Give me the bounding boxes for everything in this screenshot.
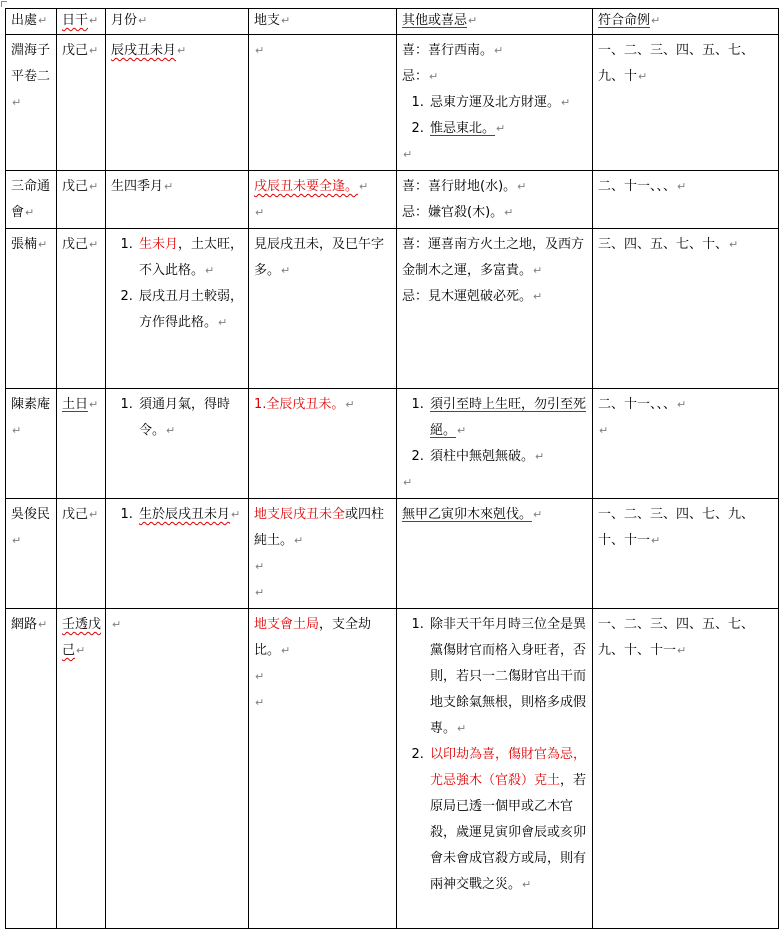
header-cell: 符合命例↵ [593, 9, 779, 35]
page-corner-mark [1, 1, 7, 7]
source-cell: 三命通會↵ [6, 171, 57, 229]
table-row [6, 499, 779, 609]
cases-cell: 一、二、三、四、七、九、十、十一↵ [593, 499, 779, 609]
month-cell: 1. 生未月，土太旺，不入此格。↵ 2. 辰戌丑月土較弱，方作得此格。↵ [106, 229, 249, 389]
cases-cell: 一、二、三、四、五、七、九、十、十一↵ [593, 609, 779, 929]
cases-cell: 二、十一、、、↵ ↵ [593, 389, 779, 499]
cases-cell: 二、十一、、、↵ [593, 171, 779, 229]
other-cell: 1. 除非天干年月時三位全是異黨傷財官而格入身旺者，否則，若只一二傷財官出干而地支餘氣無根，則格多成假專。↵ 2. 以印劫為喜，傷財官為忌，尤忌強木（官殺）克土，若原局已透一個甲或乙木官殺，歲運見寅卯會辰或亥卯會未會成官殺方或局，則有兩神交戰之災。↵ [397, 609, 593, 929]
dizhi-cell: 見辰戌丑未，及巳午字多。↵ [249, 229, 397, 389]
month-cell: ↵ [106, 609, 249, 929]
source-cell: 張楠↵ [6, 229, 57, 389]
daygan-cell: 戊己↵ [57, 171, 106, 229]
other-cell: 喜：運喜南方火土之地，及西方金制木之運，多富貴。↵ 忌：見木運剋破必死。↵ [397, 229, 593, 389]
other-cell: 喜：喜行財地(水)。↵ 忌：嫌官殺(木)。↵ [397, 171, 593, 229]
cases-cell: 三、四、五、七、十、↵ [593, 229, 779, 389]
header-cell: 月份↵ [106, 9, 249, 35]
source-cell: 吳俊民↵ [6, 499, 57, 609]
dizhi-cell: 戌辰丑未要全逢。↵ ↵ [249, 171, 397, 229]
table-row [6, 35, 779, 171]
dizhi-cell: 地支辰戌丑未全或四柱純土。↵ ↵ ↵ [249, 499, 397, 609]
table-row [6, 229, 779, 389]
month-cell: 1. 生於辰戌丑未月↵ [106, 499, 249, 609]
daygan-cell: 戊己↵ [57, 499, 106, 609]
daygan-cell: 壬透戊己↵ [57, 609, 106, 929]
header-cell: 出處↵ [6, 9, 57, 35]
other-cell: 1. 須引至時上生旺，勿引至死絕。↵ 2. 須柱中無剋無破。↵ ↵ [397, 389, 593, 499]
other-cell: 無甲乙寅卯木來剋伐。↵ [397, 499, 593, 609]
month-cell: 生四季月↵ [106, 171, 249, 229]
header-cell: 日干↵ [57, 9, 106, 35]
table-row [6, 171, 779, 229]
month-cell: 辰戌丑未月↵ [106, 35, 249, 171]
header-cell: 其他或喜忌↵ [397, 9, 593, 35]
header-cell: 地支↵ [249, 9, 397, 35]
dizhi-cell: ↵ [249, 35, 397, 171]
source-cell: 網路↵ [6, 609, 57, 929]
comparison-table [5, 8, 779, 929]
daygan-cell: 戊己↵ [57, 229, 106, 389]
daygan-cell: 土日↵ [57, 389, 106, 499]
cases-cell: 一、二、三、四、五、七、九、十↵ [593, 35, 779, 171]
source-cell: 陳素庵↵ [6, 389, 57, 499]
header-row [6, 9, 779, 35]
other-cell: 喜：喜行西南。↵ 忌：↵ 1. 忌東方運及北方財運。↵ 2. 惟忌東北。↵ ↵ [397, 35, 593, 171]
table-row [6, 609, 779, 929]
dizhi-cell: 地支會土局，支全劫比。↵ ↵ ↵ [249, 609, 397, 929]
daygan-cell: 戊己↵ [57, 35, 106, 171]
month-cell: 1. 須通月氣，得時令。↵ [106, 389, 249, 499]
table-row [6, 389, 779, 499]
dizhi-cell: 1.全辰戌丑未。↵ [249, 389, 397, 499]
source-cell: 淵海子平卷二↵ [6, 35, 57, 171]
